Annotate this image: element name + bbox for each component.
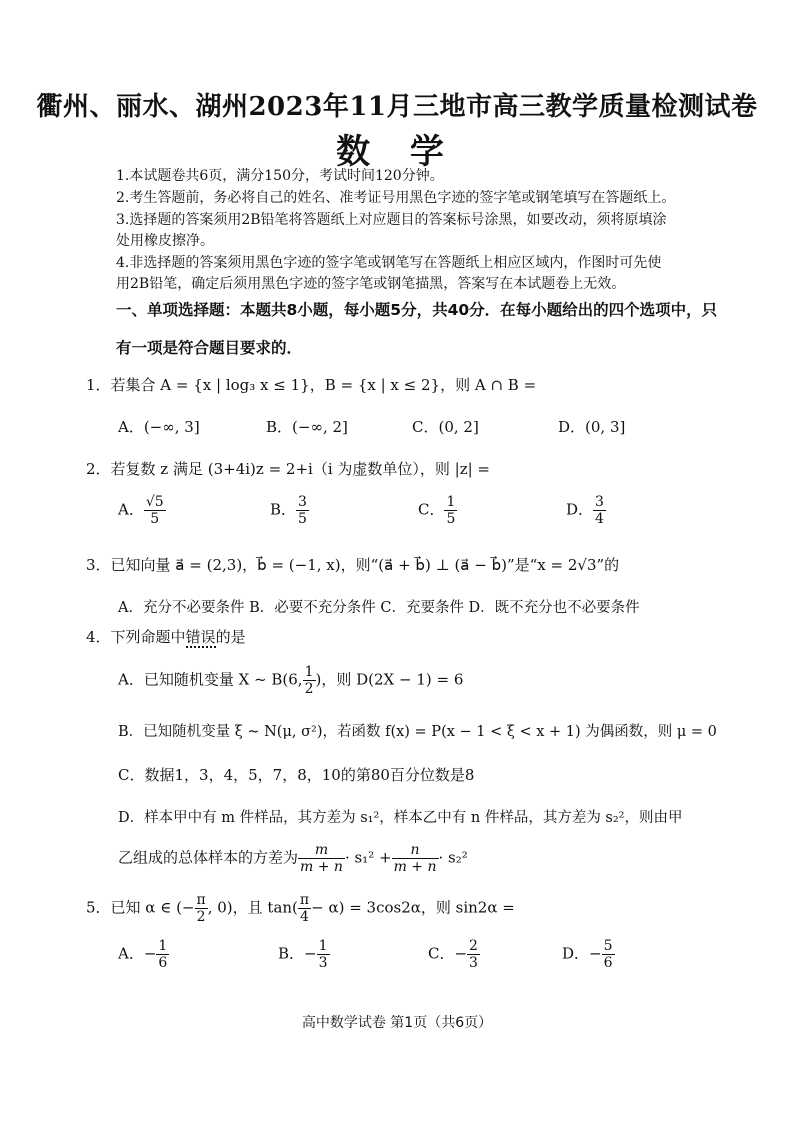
fraction: [298, 892, 311, 925]
q3-options: A．充分不必要条件 B．必要不充分条件 C．充要条件 D．既不充分也不必要条件: [118, 600, 640, 616]
q5-option-b: [278, 938, 330, 971]
q5-option-c: [428, 938, 480, 971]
denominator: 6: [158, 955, 168, 971]
option-label: B．: [270, 500, 297, 519]
option-label: A．−: [118, 944, 157, 963]
q4-option-d-continued: [118, 842, 468, 875]
page-footer: 高中数学试卷 第1页（共6页）: [301, 1015, 493, 1031]
option-text: 乙组成的总体样本的方差为: [118, 848, 299, 867]
q2-option-a: [118, 494, 166, 527]
denominator: 3: [318, 955, 328, 971]
q2-option-c: [418, 494, 457, 527]
instruction-line: 2.考生答题前，务必将自己的姓名、准考证号用黑色字迹的签字笔或钢笔填写在答题纸上。: [116, 190, 676, 206]
option-label: D．: [566, 500, 594, 519]
option-text: )，则 D(2X − 1) = 6: [315, 670, 464, 689]
numerator: 1: [318, 938, 328, 954]
q1-option-a: A．(−∞, 3]: [118, 418, 200, 436]
fraction: [317, 938, 330, 971]
denominator: 6: [603, 955, 613, 971]
option-text: A．已知随机变量 X ~ B(6,: [118, 670, 303, 689]
q4-option-c: C．数据1，3，4，5，7，8，10的第80百分位数是8: [118, 766, 475, 784]
question-1-stem: 1．若集合 A = {x | log₃ x ≤ 1}，B = {x | x ≤ 2}，则 A ∩ B =: [86, 376, 537, 394]
q1-option-c: C．(0, 2]: [412, 418, 479, 436]
q4-option-b: B．已知随机变量 ξ ~ N(μ, σ²)，若函数 f(x) = P(x − 1 < ξ < x + 1) 为偶函数，则 μ = 0: [118, 724, 717, 740]
subject-title: 数 学: [336, 132, 458, 172]
instruction-line: 4.非选择题的答案须用黑色字迹的签字笔或钢笔写在答题纸上相应区域内，作图时可先使: [116, 255, 662, 271]
option-text: · s₂²: [438, 848, 468, 867]
fraction: [144, 494, 166, 527]
numerator: n: [392, 842, 439, 859]
question-2-stem: 2．若复数 z 满足 (3+4i)z = 2+i（i 为虚数单位），则 |z| =: [86, 460, 491, 478]
section-heading: 有一项是符合题目要求的．: [116, 339, 303, 357]
denominator: 5: [446, 511, 456, 527]
question-3-stem: 3．已知向量 a⃗ = (2,3)，b⃗ = (−1, x)，则“(a⃗ + b⃗) ⊥ (a⃗ − b⃗)”是“x = 2√3”的: [86, 556, 620, 574]
instruction-line: 3.选择题的答案须用2B铅笔将答题纸上对应题目的答案标号涂黑，如要改动，须将原填涂: [116, 212, 667, 228]
numerator: m: [298, 842, 345, 859]
instruction-line: 用2B铅笔，确定后须用黑色字迹的签字笔或钢笔描黑，答案写在本试题卷上无效。: [116, 276, 626, 292]
stem-text: − α) = 3cos2α，则 sin2α =: [311, 898, 515, 917]
q5-option-d: [562, 938, 615, 971]
option-label: D．−: [562, 944, 602, 963]
q2-option-b: [270, 494, 309, 527]
q4-option-d: D．样本甲中有 m 件样品，其方差为 s₁²，样本乙中有 n 件样品，其方差为 s₂²，则由甲: [118, 810, 683, 826]
question-4-stem: [86, 626, 246, 647]
numerator: 3: [595, 494, 604, 510]
stem-text: 的是: [215, 628, 246, 646]
option-label: B．−: [278, 944, 317, 963]
stem-text: 4．下列命题中: [86, 628, 186, 646]
numerator: 1: [304, 664, 314, 680]
option-label: C．: [418, 500, 445, 519]
emphasis-text: 错误: [185, 628, 216, 646]
numerator: π: [196, 892, 206, 908]
denominator: 3: [469, 955, 478, 971]
denominator: m + n: [393, 859, 437, 875]
denominator: m + n: [300, 859, 343, 875]
q1-option-d: D．(0, 3]: [558, 418, 626, 436]
denominator: 2: [304, 681, 314, 697]
section-heading: 一、单项选择题：本题共8小题，每小题5分，共40分．在每小题给出的四个选项中，只: [116, 301, 718, 319]
denominator: 2: [196, 909, 206, 925]
fraction: [593, 494, 606, 527]
fraction: [602, 938, 615, 971]
numerator: 1: [446, 494, 456, 510]
q2-option-d: [566, 494, 606, 527]
numerator: 2: [469, 938, 478, 954]
numerator: √5: [145, 494, 164, 510]
denominator: 5: [298, 511, 307, 527]
fraction: [296, 494, 309, 527]
instruction-line: 1.本试题卷共6页，满分150分，考试时间120分钟。: [116, 168, 444, 184]
option-label: A．: [118, 500, 144, 519]
question-5-stem: [86, 892, 515, 925]
exam-title: 衢州、丽水、湖州2023年11月三地市高三教学质量检测试卷: [36, 92, 758, 122]
numerator: 1: [158, 938, 168, 954]
fraction: [467, 938, 480, 971]
denominator: 4: [300, 909, 309, 925]
instruction-line: 处用橡皮擦净。: [116, 233, 214, 249]
stem-text: 5．已知 α ∈ (−: [86, 898, 195, 917]
numerator: 5: [603, 938, 613, 954]
fraction: [156, 938, 169, 971]
stem-text: , 0)，且 tan(: [207, 898, 298, 917]
q5-option-a: [118, 938, 169, 971]
fraction: [303, 664, 316, 697]
q4-option-a: [118, 664, 463, 697]
option-label: C．−: [428, 944, 468, 963]
fraction: [298, 842, 345, 875]
fraction: [444, 494, 457, 527]
denominator: 4: [595, 511, 604, 527]
fraction: [195, 892, 208, 925]
option-text: · s₁² +: [344, 848, 392, 867]
numerator: π: [299, 892, 310, 908]
fraction: [392, 842, 439, 875]
q1-option-b: B．(−∞, 2]: [266, 418, 348, 436]
denominator: 5: [150, 511, 160, 527]
numerator: 3: [298, 494, 307, 510]
